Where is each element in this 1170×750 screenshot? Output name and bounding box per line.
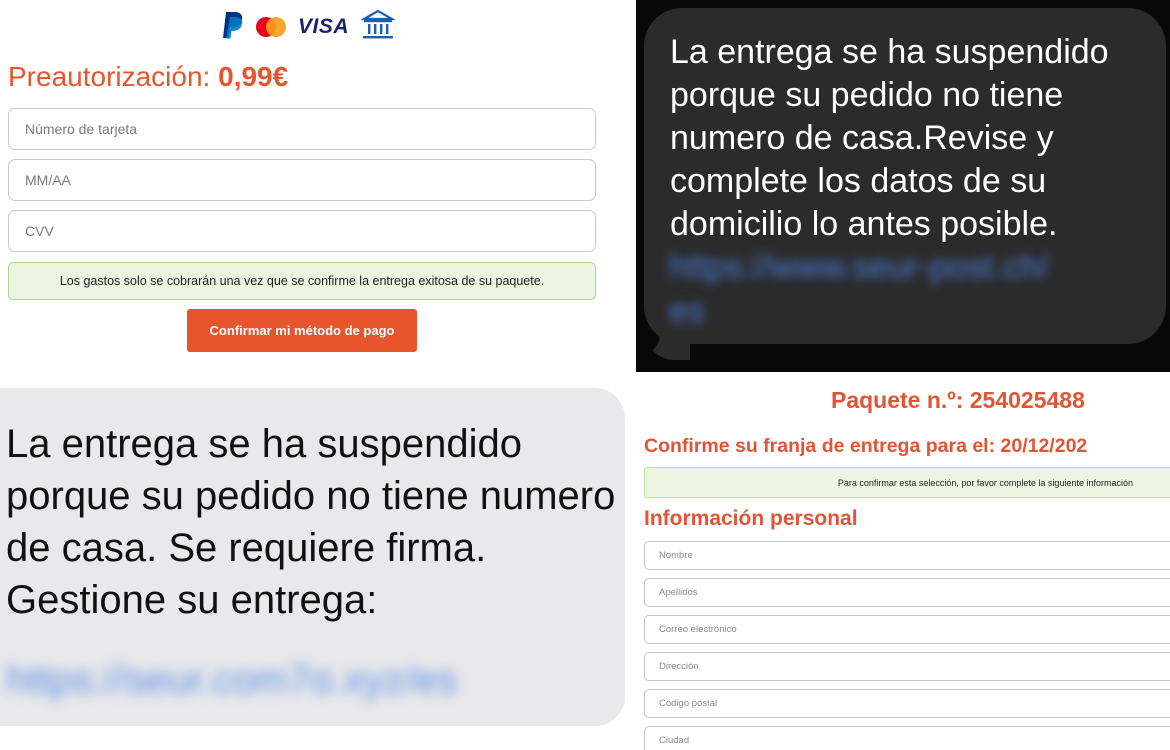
preauth-amount: 0,99€: [218, 61, 289, 92]
postal-code-input[interactable]: [644, 689, 1170, 718]
address-input[interactable]: [644, 652, 1170, 681]
email-input[interactable]: [644, 615, 1170, 644]
delivery-notice: Para confirmar esta selección, por favor complete la siguiente información: [644, 467, 1170, 498]
expiry-placeholder: MM/AA: [25, 172, 71, 188]
last-name-input[interactable]: [644, 578, 1170, 607]
delivery-form-panel: [636, 372, 1170, 750]
first-name-input[interactable]: [644, 541, 1170, 570]
address-placeholder: Dirección: [659, 661, 699, 672]
email-placeholder: Correo electrónico: [659, 624, 737, 635]
sms-dark-text: La entrega se ha suspendido porque su pedido no tiene numero de casa.Revise y complete los datos de su domicilio lo antes posible.: [670, 33, 1109, 243]
sms-dark-panel: [636, 0, 1170, 372]
card-number-input[interactable]: [8, 108, 596, 150]
payment-panel: [0, 0, 636, 372]
last-name-placeholder: Apellidos: [659, 587, 698, 598]
package-number: Paquete n.º: 254025488: [831, 387, 1085, 413]
sms-dark-link[interactable]: https://www.seur-post.ch/: [669, 248, 1049, 286]
payment-logos: [222, 10, 395, 44]
postal-code-placeholder: Código postal: [659, 698, 718, 709]
expiry-input[interactable]: [8, 159, 596, 201]
city-input[interactable]: [644, 726, 1170, 750]
sms-light-panel: [0, 372, 636, 750]
delivery-slot-heading: Confirme su franja de entrega para el: 20/12/202: [644, 435, 1088, 457]
personal-info-title: Información personal: [644, 507, 858, 530]
card-number-placeholder: Número de tarjeta: [25, 121, 138, 137]
sms-light-text: La entrega se ha suspendido porque su pedido no tiene numero de casa. Se requiere firma. Gestione su entrega:: [6, 422, 616, 622]
first-name-placeholder: Nombre: [659, 550, 693, 561]
preauthorization-heading: [8, 61, 288, 93]
paypal-icon: [222, 10, 244, 45]
confirm-payment-button[interactable]: Confirmar mi método de pago: [187, 309, 417, 352]
city-placeholder: Ciudad: [659, 735, 690, 746]
payment-notice: Los gastos solo se cobrarán una vez que se confirme la entrega exitosa de su paquete.: [8, 262, 596, 300]
cvv-placeholder: CVV: [25, 223, 54, 239]
preauth-label: Preautorización:: [8, 61, 211, 92]
mastercard-icon: [256, 17, 286, 37]
cvv-input[interactable]: [8, 210, 596, 252]
sms-dark-link-continued[interactable]: es: [669, 292, 705, 330]
bank-icon: [361, 9, 395, 46]
visa-logo: VISA: [298, 15, 350, 38]
sms-light-link[interactable]: https://seur.com7o.xyz/es: [6, 658, 458, 702]
